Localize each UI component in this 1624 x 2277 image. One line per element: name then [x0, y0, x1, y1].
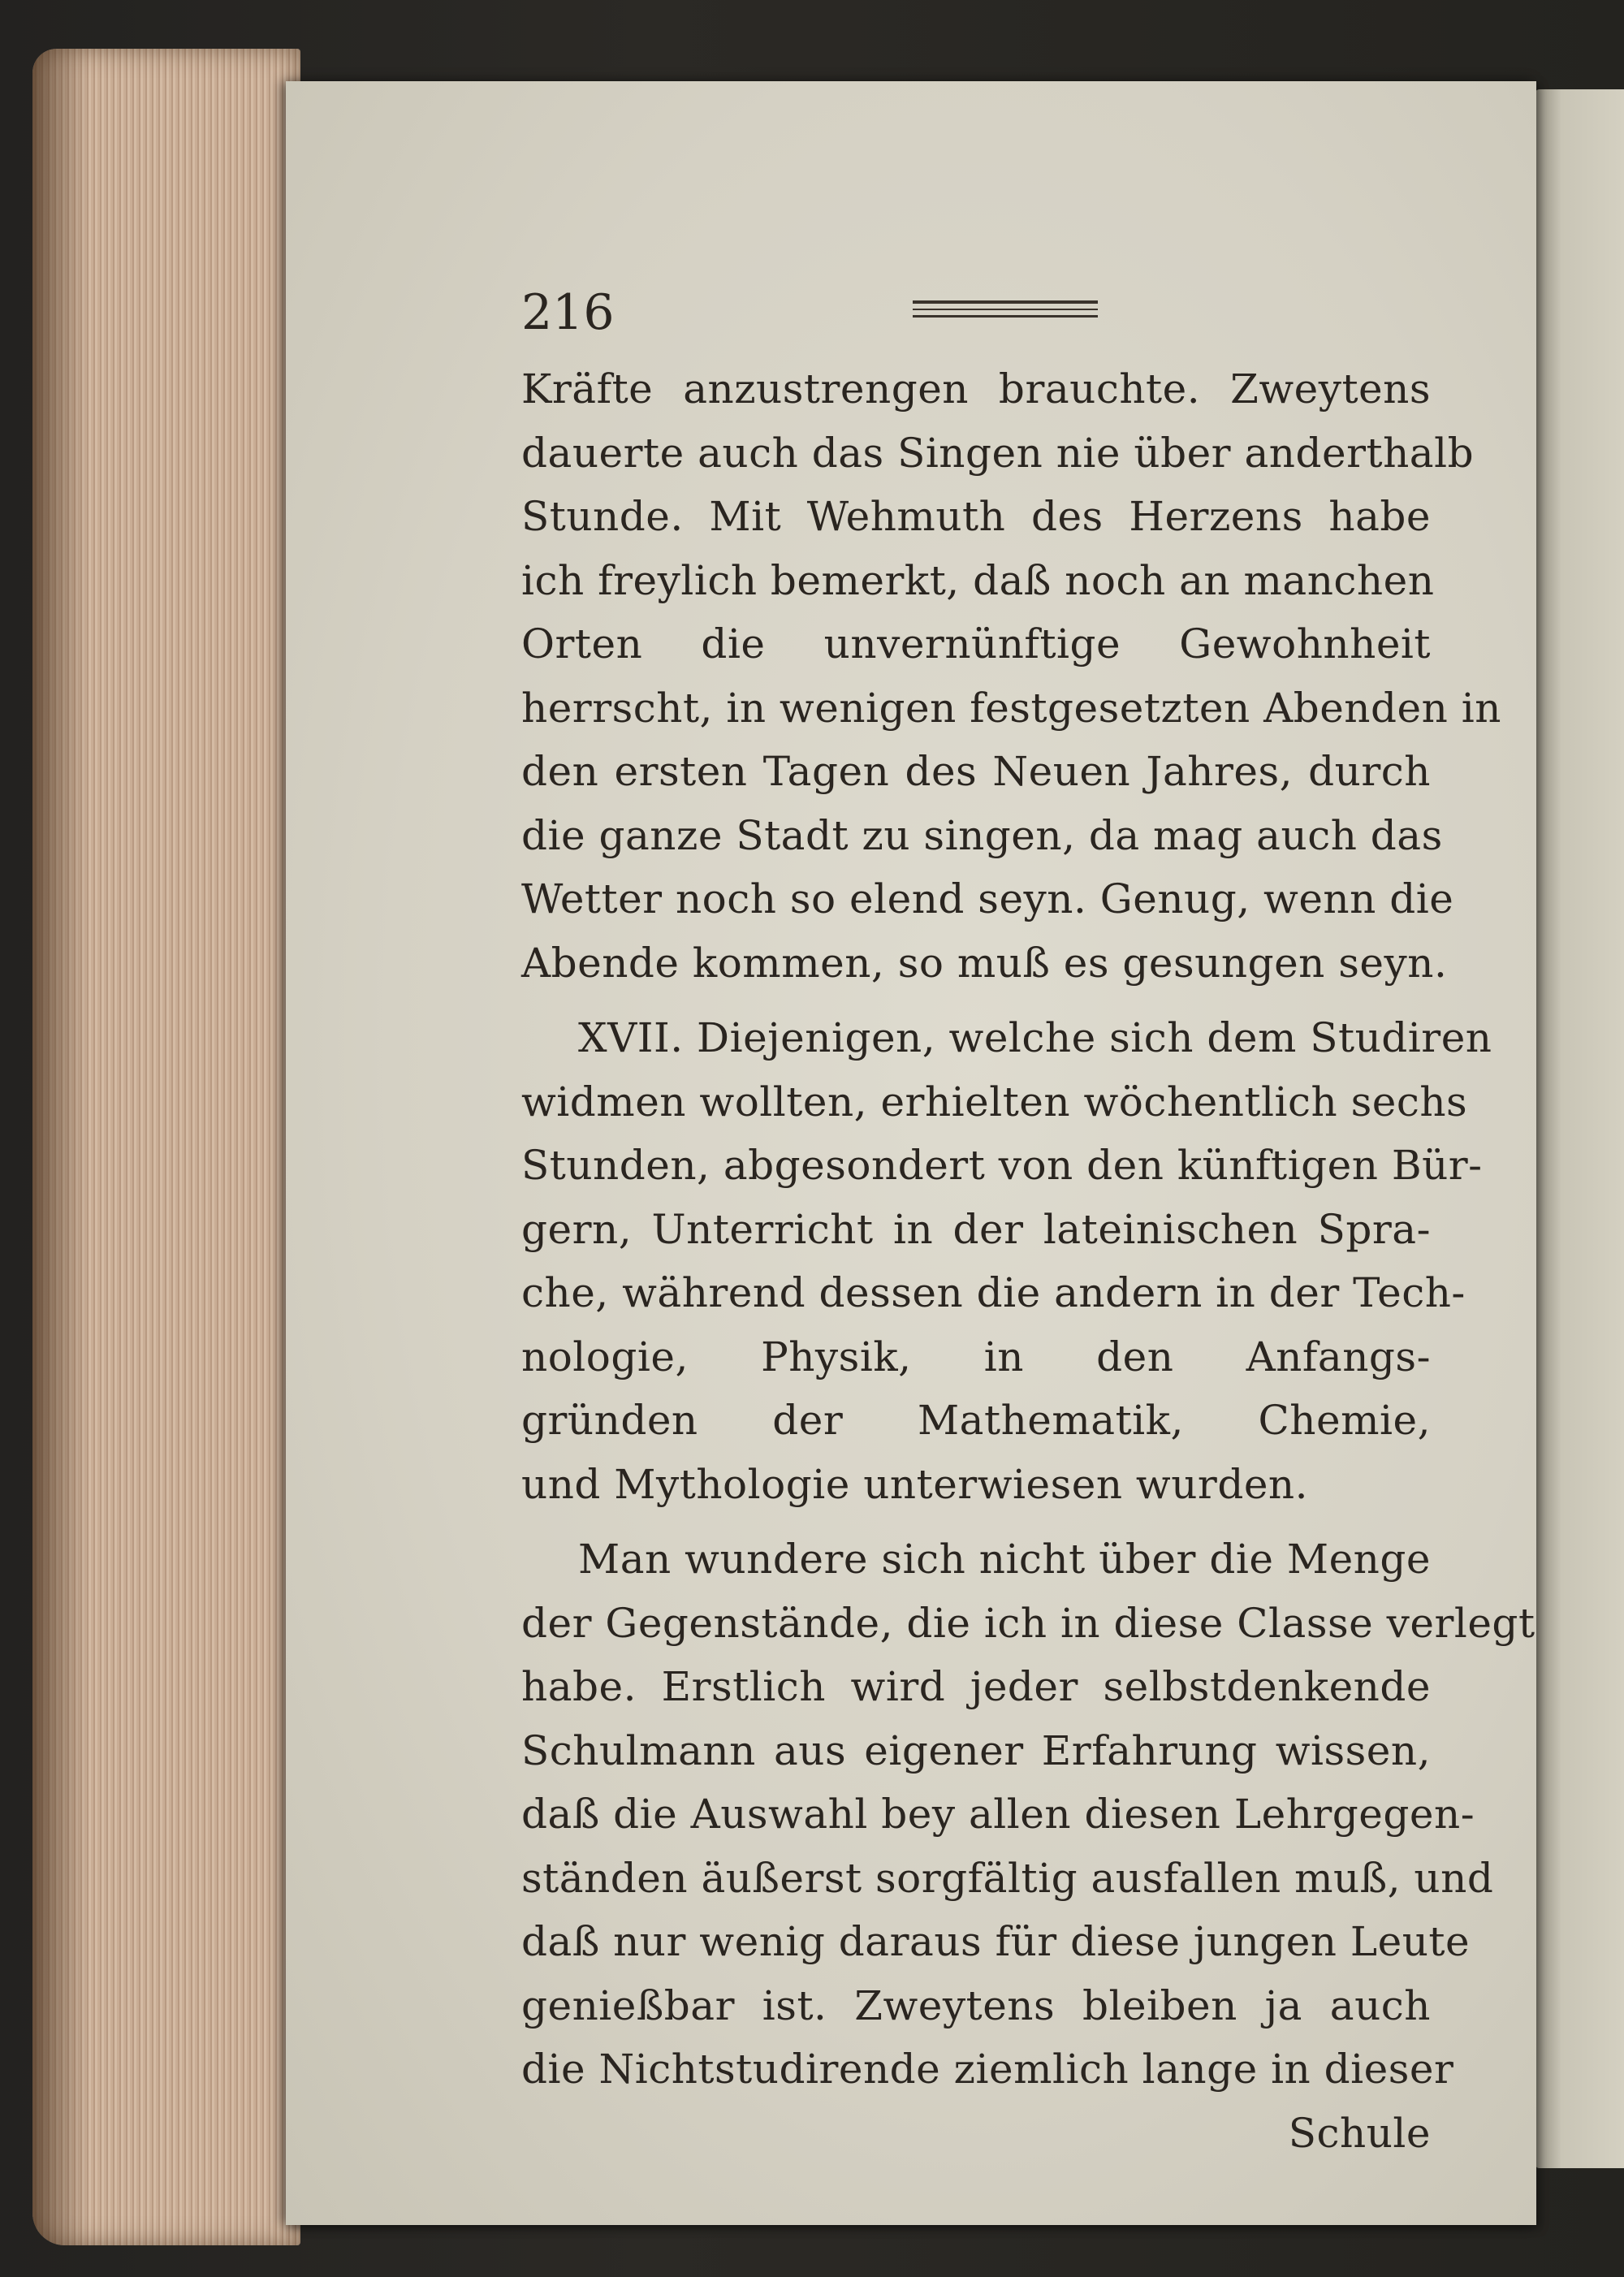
- book-page: [286, 81, 1536, 2225]
- book-spine-shadow: [32, 49, 89, 2245]
- text-line: gründen der Mathematik, Chemie,: [521, 1397, 1431, 1444]
- paragraph: [521, 1006, 1492, 1516]
- text-line: die Nichtstudirende ziemlich lange in dieser: [521, 2046, 1454, 2093]
- header-ornament-rule: [913, 315, 1098, 318]
- text-line: Abende kommen, so muß es gesungen seyn.: [521, 939, 1448, 987]
- text-line: Schulmann aus eigener Erfahrung wissen,: [521, 1726, 1431, 1774]
- text-line: Kräfte anzustrengen brauchte. Zweytens: [521, 365, 1431, 413]
- text-line: widmen wollten, erhielten wöchentlich sechs: [521, 1078, 1468, 1126]
- paragraph: [521, 357, 1501, 995]
- header-ornament-rule: [913, 309, 1098, 310]
- page-number: 216: [521, 284, 615, 341]
- text-line: Stunden, abgesondert von den künftigen Bür-: [521, 1142, 1483, 1189]
- text-line: nologie, Physik, in den Anfangs-: [521, 1333, 1431, 1380]
- facing-page-edge: [1535, 89, 1624, 2168]
- text-line: daß nur wenig daraus für diese jungen Leute: [521, 1918, 1471, 1965]
- text-line: che, während dessen die andern in der Tech-: [521, 1269, 1466, 1316]
- text-line: die ganze Stadt zu singen, da mag auch das: [521, 811, 1443, 859]
- text-line: der Gegenstände, die ich in diese Classe verlegt: [521, 1599, 1535, 1647]
- text-line: habe. Erstlich wird jeder selbstdenkende: [521, 1663, 1431, 1710]
- body-text: [521, 357, 1535, 2165]
- text-line: XVII. Diejenigen, welche sich dem Studiren: [578, 1014, 1492, 1061]
- text-line: Wetter noch so elend seyn. Genug, wenn die: [521, 875, 1454, 922]
- text-line: und Mythologie unterwiesen wurden.: [521, 1460, 1309, 1508]
- paragraph-gap: [521, 1516, 1431, 1527]
- paragraph: [521, 1527, 1535, 2102]
- text-line: herrscht, in wenigen festgesetzten Abenden in: [521, 684, 1501, 732]
- text-line: ständen äußerst sorgfältig ausfallen muß, und: [521, 1854, 1494, 1902]
- text-line: Man wundere sich nicht über die Menge: [578, 1536, 1431, 1583]
- text-line: ich freylich bemerkt, daß noch an manchen: [521, 556, 1435, 604]
- page-header: [521, 276, 1333, 349]
- catchword: Schule: [1288, 2109, 1431, 2157]
- text-line: gern, Unterricht in der lateinischen Spra-: [521, 1205, 1431, 1253]
- header-ornament-rule: [913, 300, 1098, 304]
- text-line: Orten die unvernünftige Gewohnheit: [521, 620, 1431, 668]
- paragraph-gap: [521, 995, 1431, 1006]
- page-content: [286, 81, 1536, 2225]
- text-line: dauerte auch das Singen nie über anderthalb: [521, 429, 1475, 477]
- text-line: daß die Auswahl bey allen diesen Lehrgegen-: [521, 1791, 1475, 1838]
- text-line: genießbar ist. Zweytens bleiben ja auch: [521, 1981, 1431, 2029]
- text-line: Stunde. Mit Wehmuth des Herzens habe: [521, 493, 1431, 540]
- text-line: den ersten Tagen des Neuen Jahres, durch: [521, 748, 1431, 795]
